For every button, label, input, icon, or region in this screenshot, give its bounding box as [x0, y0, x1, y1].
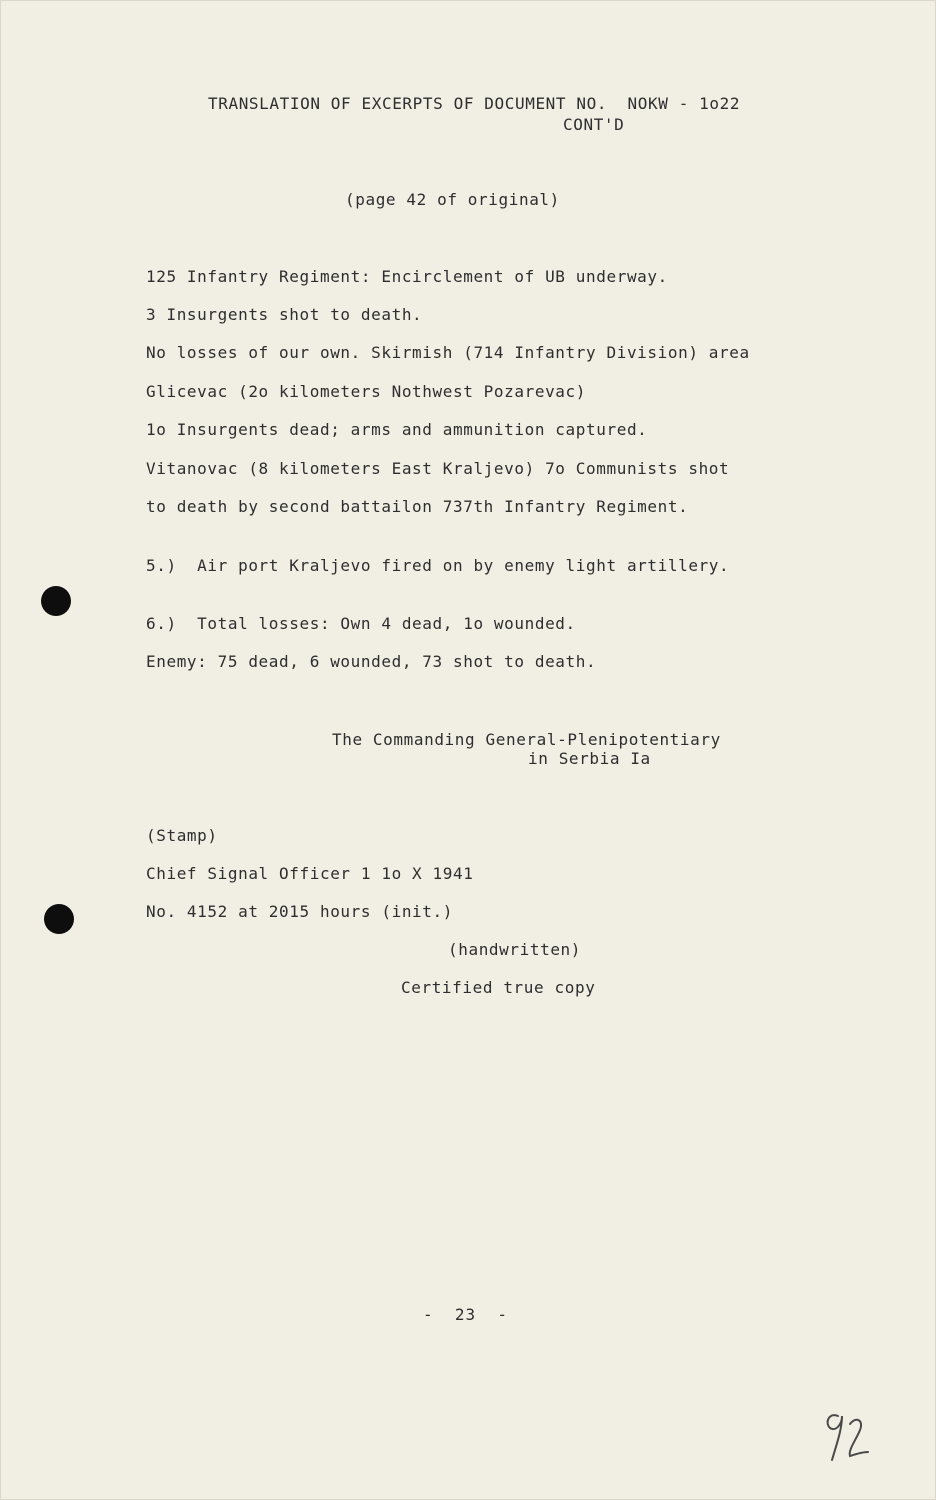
handwritten-folio-number [816, 1400, 876, 1470]
item-6-line1: 6.) Total losses: Own 4 dead, 1o wounded. [146, 614, 576, 633]
body-line-7: to death by second battailon 737th Infantry Regiment. [146, 497, 689, 516]
punch-hole-top [41, 586, 71, 616]
page-number: - 23 - [423, 1305, 509, 1324]
item-6-line2: Enemy: 75 dead, 6 wounded, 73 shot to death. [146, 652, 597, 671]
signature-line2: in Serbia Ia [528, 749, 651, 768]
item-5: 5.) Air port Kraljevo fired on by enemy light artillery. [146, 556, 730, 575]
header-title-line1: TRANSLATION OF EXCERPTS OF DOCUMENT NO. NOKW - 1o22 [208, 94, 741, 113]
certified-copy: Certified true copy [401, 978, 596, 997]
body-line-1: 125 Infantry Regiment: Encirclement of UB underway. [146, 267, 668, 286]
chief-signal-officer: Chief Signal Officer 1 1o X 1941 [146, 864, 474, 883]
body-line-6: Vitanovac (8 kilometers East Kraljevo) 7o Communists shot [146, 459, 730, 478]
stamp-label: (Stamp) [146, 826, 218, 845]
body-line-4: Glicevac (2o kilometers Nothwest Pozarevac) [146, 382, 587, 401]
signature-line1: The Commanding General-Plenipotentiary [332, 730, 721, 749]
punch-hole-bottom [44, 904, 74, 934]
message-number: No. 4152 at 2015 hours (init.) [146, 902, 453, 921]
body-line-3: No losses of our own. Skirmish (714 Infantry Division) area [146, 343, 750, 362]
handwritten-note: (handwritten) [448, 940, 582, 959]
body-line-2: 3 Insurgents shot to death. [146, 305, 423, 324]
header-title-line2: CONT'D [563, 115, 625, 134]
body-line-5: 1o Insurgents dead; arms and ammunition captured. [146, 420, 648, 439]
page-reference: (page 42 of original) [345, 190, 560, 209]
